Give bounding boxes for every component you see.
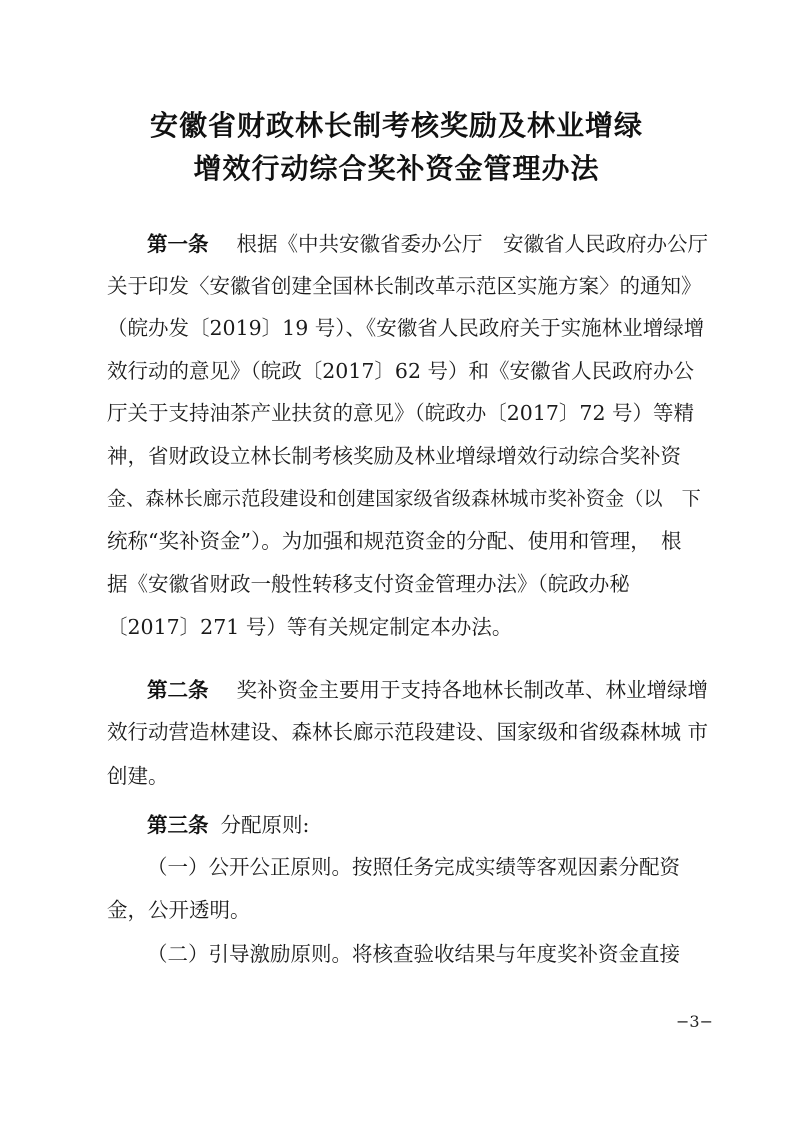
article-2-line-1 [147, 675, 708, 705]
article-1-line-5: 厅关于支持油茶产业扶贫的意见》（皖政办〔2017〕72 号）等精 [107, 401, 695, 425]
article-2-heading: 第二条 [147, 678, 209, 702]
article-1-text-1: 根据《中共安徽省委办公厅 安徽省人民政府办公厅 [236, 232, 708, 256]
article-1-line-1 [147, 229, 708, 259]
article-2-line-2: 效行动营造林建设、森林长廊示范段建设、国家级和省级森林城 市 [107, 720, 709, 744]
article-1-line-6: 神，省财政设立林长制考核奖励及林业增绿增效行动综合奖补资 [107, 444, 681, 468]
document-title-line-2: 增效行动综合奖补资金管理办法 [193, 152, 600, 185]
article-1-line-10: 〔2017〕271 号）等有关规定制定本办法。 [107, 615, 513, 639]
article-2-text-1: 奖补资金主要用于支持各地林长制改革、林业增绿增 [236, 678, 708, 702]
article-2-line-3: 创建。 [107, 764, 169, 788]
page-number: −3− [676, 1012, 713, 1031]
article-1-line-4: 效行动的意见》（皖政〔2017〕62 号）和《安徽省人民政府办公 [107, 359, 695, 383]
article-1-heading: 第一条 [147, 232, 209, 256]
document-title-line-1: 安徽省财政林长制考核奖励及林业增绿 [149, 109, 643, 142]
article-1-line-9: 据《安徽省财政一般性转移支付资金管理办法》（皖政办秘 [107, 572, 630, 596]
article-1-line-7: 金、森林长廊示范段建设和创建国家级省级森林城市奖补资金（以 下 [107, 487, 701, 510]
article-3-item-1-line-1: （一）公开公正原则。按照任务完成实绩等客观因素分配资 [147, 855, 680, 879]
article-1-line-8: 统称“奖补资金”）。为加强和规范资金的分配、使用和管理， 根 [107, 529, 682, 553]
article-3-heading: 第三条 [147, 813, 209, 837]
article-3-item-2-line-1: （二）引导激励原则。将核查验收结果与年度奖补资金直接 [147, 942, 680, 966]
article-1-line-3: （皖办发〔2019〕19 号）、《安徽省人民政府关于实施林业增绿增 [107, 316, 705, 340]
article-1-line-2: 关于印发〈安徽省创建全国林长制改革示范区实施方案〉的通知》 [107, 274, 702, 298]
article-3-text-1: 分配原则: [220, 813, 310, 837]
article-3-line-1 [147, 810, 309, 840]
article-3-item-1-line-2: 金，公开透明。 [107, 898, 251, 922]
